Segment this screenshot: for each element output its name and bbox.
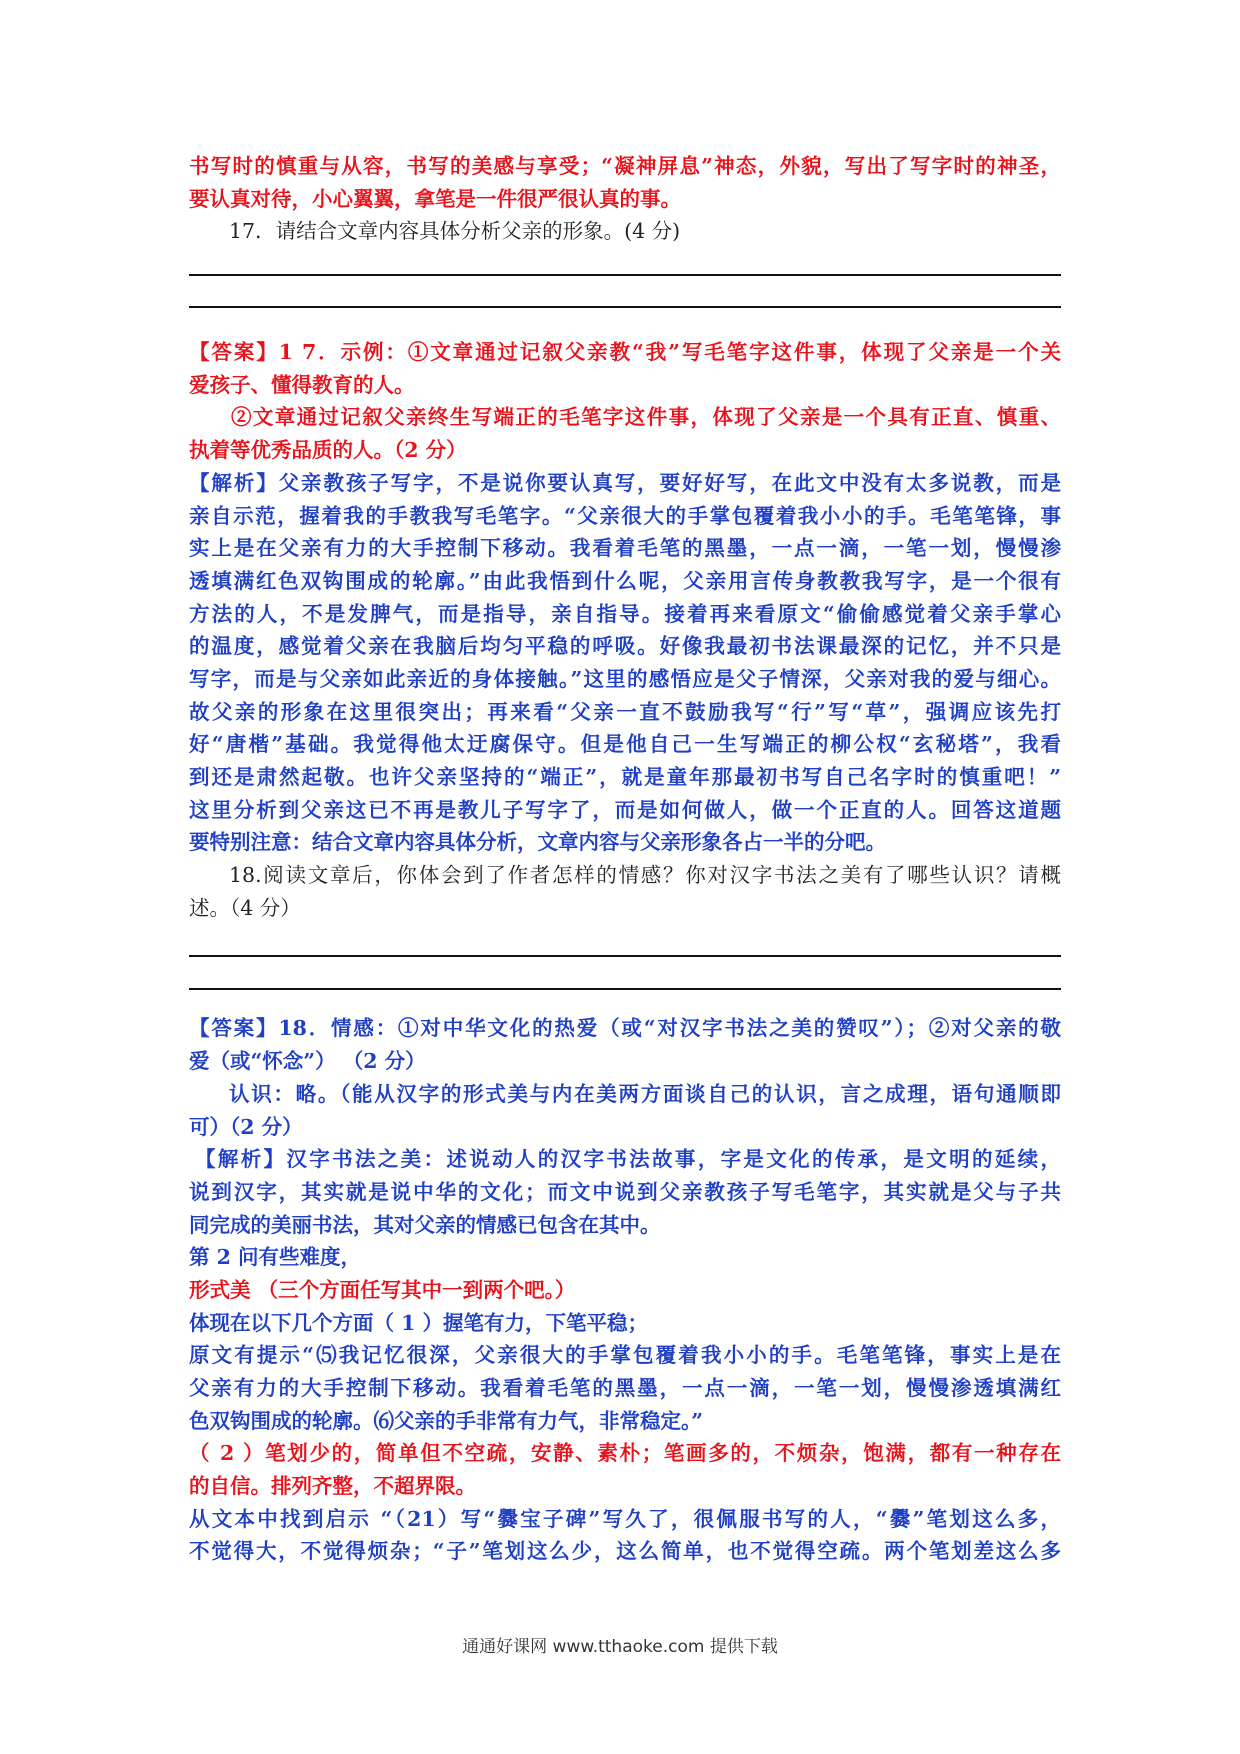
answer-space xyxy=(189,248,1061,336)
answer-rule xyxy=(189,988,1061,990)
analysis-17-line: 故父亲的形象在这里很突出；再来看“父亲一直不鼓励我写“行”写“草”，强调应该先打 xyxy=(189,699,1061,724)
analysis-17-line: 实上是在父亲有力的大手控制下移动。我看着毛笔的黑墨，一点一滴，一笔一划，慢慢渗 xyxy=(189,536,1061,561)
answer-rule xyxy=(189,306,1061,308)
form-beauty-heading: 形式美 （三个方面任写其中一到两个吧。） xyxy=(189,1277,576,1302)
answer-space xyxy=(189,924,1061,1012)
page-footer: 通通好课网 www.tthaoke.com 提供下载 xyxy=(462,1637,778,1657)
analysis-18-line: 第 2 问有些难度， xyxy=(189,1245,362,1270)
point-2-line: 的自信。排列齐整，不超界限。 xyxy=(189,1474,476,1499)
text-line: 书写时的慎重与从容，书写的美感与享受；“凝神屏息”神态，外貌，写出了写字时的神圣， xyxy=(189,154,1061,178)
analysis-17-line: 透填满红色双钩围成的轮廓。”由此我悟到什么呢，父亲用言传身教教我写字，是一个很有 xyxy=(189,568,1061,593)
point-2-line: （ 2 ）笔划少的，简单但不空疏，安静、素朴；笔画多的，不烦杂，饱满，都有一种存在 xyxy=(189,1441,1061,1466)
analysis-17-line: 写字，而是与父亲如此亲近的身体接触。”这里的感悟应是父子情深，父亲对我的爱与细心。 xyxy=(189,666,1061,691)
text-line: 要认真对待，小心翼翼，拿笔是一件很严很认真的事。 xyxy=(189,186,681,211)
analysis-17-line: 亲自示范，握着我的手教我写毛笔字。“父亲很大的手掌包覆着我小小的手。毛笔笔锋，事 xyxy=(189,503,1061,528)
hint-2-line: 不觉得大，不觉得烦杂；“子”笔划这么少，这么简单，也不觉得空疏。两个笔划差这么多 xyxy=(189,1539,1061,1564)
answer-18-line: 可）（2 分） xyxy=(189,1114,303,1139)
hint-2-line: 从文本中找到启示 “（21）写“爨宝子碑”写久了，很佩服书写的人，“爨”笔划这么多， xyxy=(189,1506,1061,1531)
question-17: 17．请结合文章内容具体分析父亲的形象。(4 分) xyxy=(229,219,681,244)
answer-17-line: 爱孩子、懂得教育的人。 xyxy=(189,372,415,397)
analysis-18-line: 同完成的美丽书法，其对父亲的情感已包含在其中。 xyxy=(189,1212,661,1237)
analysis-18-line: 【解析】汉字书法之美：述说动人的汉字书法故事，字是文化的传承，是文明的延续， xyxy=(195,1147,1061,1172)
hint-1-line: 色双钩围成的轮廓。⑹父亲的手非常有力气，非常稳定。” xyxy=(189,1408,704,1433)
question-18: 18.阅读文章后，你体会到了作者怎样的情感？你对汉字书法之美有了哪些认识？请概 xyxy=(229,863,1061,888)
document-body xyxy=(189,150,1061,1568)
hint-1-line: 父亲有力的大手控制下移动。我看着毛笔的黑墨，一点一滴，一笔一划，慢慢渗透填满红 xyxy=(189,1376,1061,1400)
analysis-17-line: 好“唐楷”基础。我觉得他太迂腐保守。但是他自己一生写端正的柳公权“玄秘塔”，我看 xyxy=(189,732,1061,757)
analysis-18-line: 说到汉字，其实就是说中华的文化；而文中说到父亲教孩子写毛笔字，其实就是父与子共 xyxy=(189,1179,1061,1204)
analysis-17-line: 到还是肃然起敬。也许父亲坚持的“端正”，就是童年那最初书写自己名字时的慎重吧！” xyxy=(189,765,1061,789)
question-18: 述。（4 分） xyxy=(189,895,301,920)
analysis-17-line: 【解析】父亲教孩子写字，不是说你要认真写，要好好写，在此文中没有太多说教，而是 xyxy=(189,470,1061,495)
answer-rule xyxy=(189,274,1061,276)
aspects-line: 体现在以下几个方面（ 1 ）握笔有力，下笔平稳； xyxy=(189,1310,649,1335)
analysis-17-line: 的温度，感觉着父亲在我脑后均匀平稳的呼吸。好像我最初书法课最深的记忆，并不只是 xyxy=(189,634,1061,659)
hint-1-line: 原文有提示“⑸我记忆很深，父亲很大的手掌包覆着我小小的手。毛笔笔锋，事实上是在 xyxy=(189,1343,1061,1368)
analysis-17-line: 要特别注意：结合文章内容具体分析，文章内容与父亲形象各占一半的分吧。 xyxy=(189,830,886,855)
answer-17-line: 【答案】1 7．示例：①文章通过记叙父亲教“我”写毛笔字这件事，体现了父亲是一个关 xyxy=(189,340,1061,365)
answer-17-line: 执着等优秀品质的人。（2 分） xyxy=(189,438,467,463)
analysis-17-line: 方法的人，不是发脾气，而是指导，亲自指导。接着再来看原文“偷偷感觉着父亲手掌心 xyxy=(189,601,1061,626)
answer-17-line: ②文章通过记叙父亲终生写端正的毛笔字这件事，体现了父亲是一个具有正直、慎重、 xyxy=(231,405,1061,430)
answer-18-line: 爱（或“怀念”） （2 分） xyxy=(189,1049,426,1074)
answer-rule xyxy=(189,955,1061,957)
answer-18-line: 【答案】18．情感：①对中华文化的热爱（或“对汉字书法之美的赞叹”）；②对父亲的敬 xyxy=(189,1016,1061,1041)
analysis-17-line: 这里分析到父亲这已不再是教儿子写字了，而是如何做人，做一个正直的人。回答这道题 xyxy=(189,797,1061,822)
answer-18-line: 认识：略。（能从汉字的形式美与内在美两方面谈自己的认识，言之成理，语句通顺即 xyxy=(229,1081,1061,1106)
